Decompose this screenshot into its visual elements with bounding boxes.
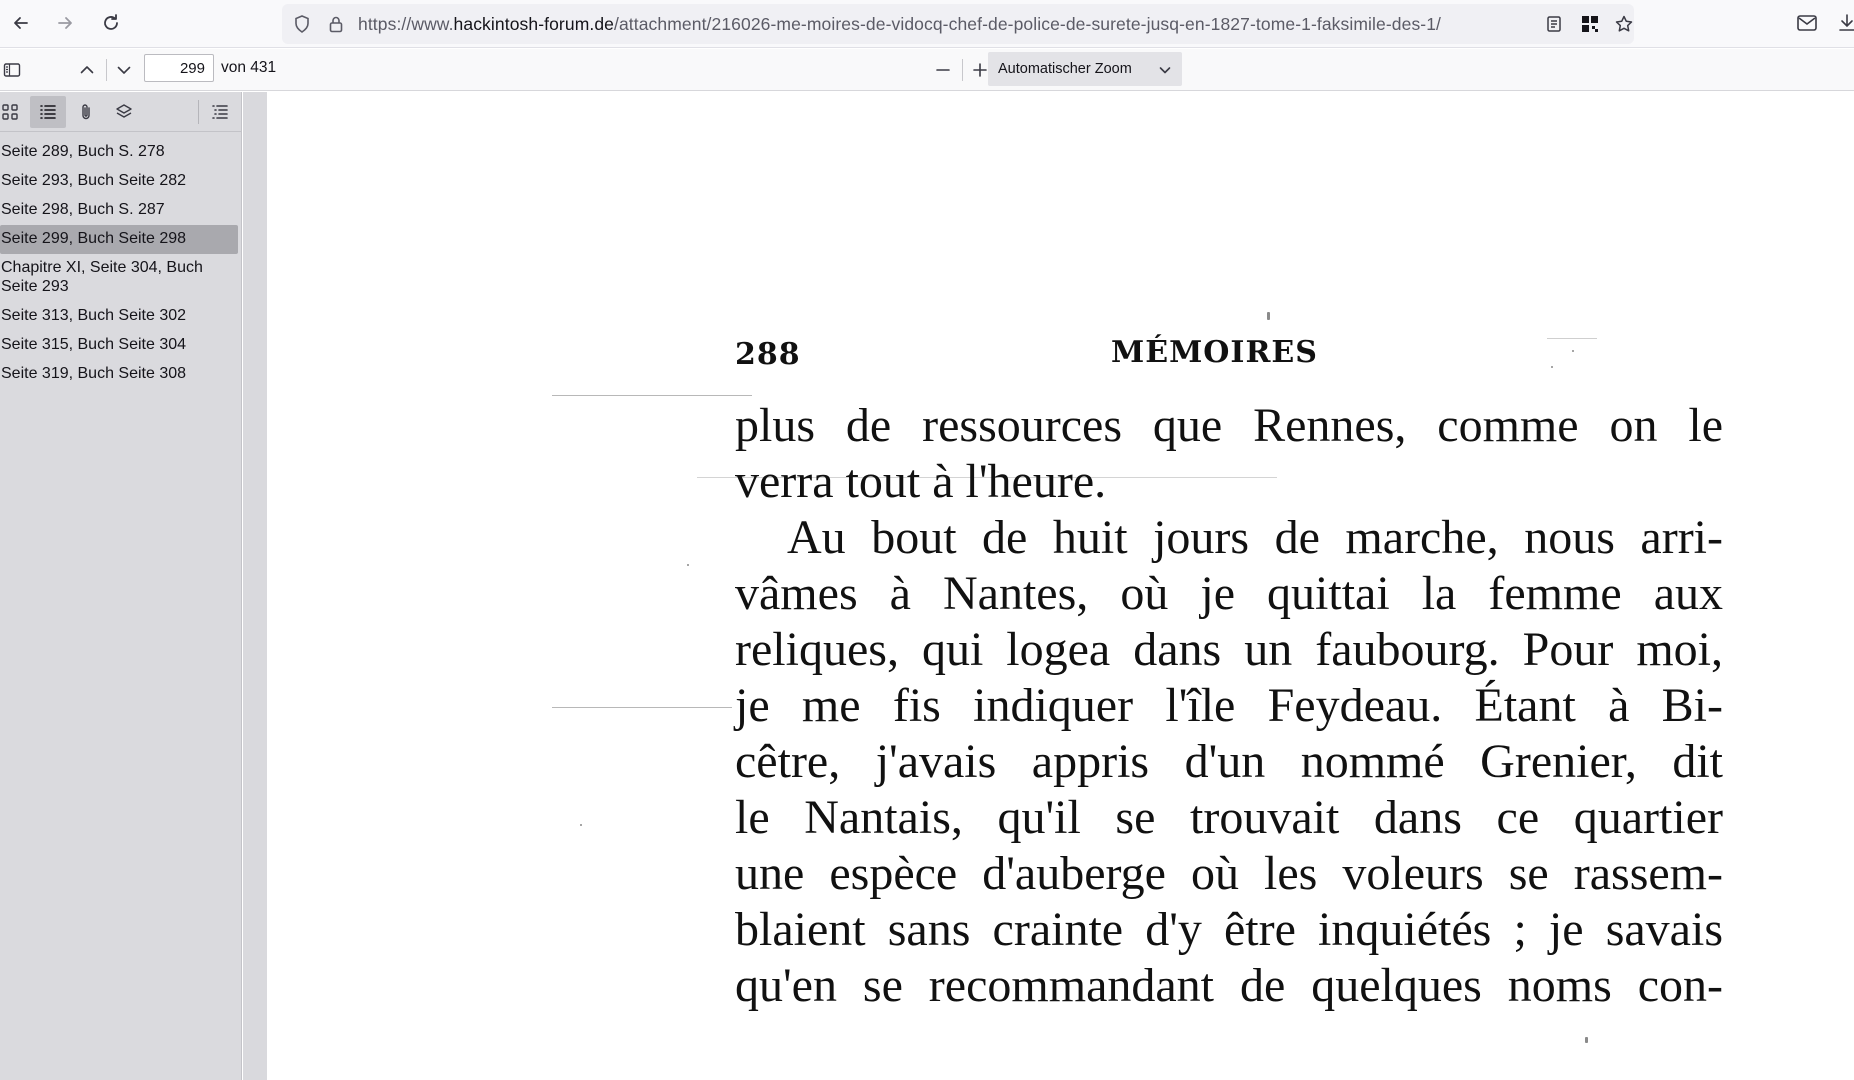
outline-list-icon bbox=[38, 102, 58, 122]
shield-icon[interactable] bbox=[292, 14, 312, 34]
scan-speck bbox=[1572, 350, 1574, 352]
attachments-tab[interactable] bbox=[68, 96, 104, 128]
paperclip-icon bbox=[76, 102, 96, 122]
text-line: Au bout de huit jours de marche, nous arri- bbox=[787, 511, 1723, 564]
zoom-out-button[interactable] bbox=[929, 57, 957, 83]
sidebar-toggle-button[interactable] bbox=[0, 57, 26, 83]
pdf-sidebar bbox=[0, 92, 242, 1080]
thumbnails-tab[interactable] bbox=[0, 96, 28, 128]
mail-icon[interactable] bbox=[1796, 12, 1818, 34]
previous-page-button[interactable] bbox=[73, 57, 101, 83]
toolbar-separator bbox=[962, 59, 963, 81]
text-line: une espèce d'auberge où les voleurs se rassem- bbox=[735, 847, 1723, 900]
browser-toolbar bbox=[0, 0, 1854, 48]
text-line: le Nantais, qu'il se trouvait dans ce quartier bbox=[735, 791, 1723, 844]
chevron-up-icon bbox=[78, 61, 96, 79]
text-line: je me fis indiquer l'île Feydeau. Étant à Bi- bbox=[735, 679, 1723, 732]
layers-icon bbox=[114, 102, 134, 122]
scan-artifact-line bbox=[552, 395, 752, 396]
chevron-down-icon bbox=[1158, 63, 1172, 77]
text-line: blaient sans crainte d'y être inquiétés ; je savais bbox=[735, 903, 1723, 956]
arrow-right-icon bbox=[55, 13, 75, 33]
outline-item[interactable]: Seite 298, Buch S. 287 bbox=[1, 201, 165, 218]
url-path: /attachment/216026-me-moires-de-vidocq-chef-de-police-de-surete-jusq-en-1827-tome-1-faksimile-des-1/ bbox=[614, 14, 1442, 34]
zoom-select-value: Automatischer Zoom bbox=[998, 61, 1132, 77]
scan-artifact-line bbox=[1547, 338, 1597, 339]
reload-icon bbox=[101, 13, 121, 33]
star-icon[interactable] bbox=[1614, 14, 1634, 34]
sidebar-resizer[interactable] bbox=[243, 92, 267, 1080]
outline-item[interactable]: Seite 315, Buch Seite 304 bbox=[1, 336, 187, 353]
url-prefix: https://www. bbox=[358, 14, 454, 34]
outline-tab[interactable] bbox=[30, 96, 66, 128]
text-line: cêtre, j'avais appris d'un nommé Grenier, dit bbox=[735, 735, 1723, 788]
arrow-left-icon bbox=[11, 13, 31, 33]
page-count-label: von 431 bbox=[221, 59, 277, 76]
outline-item[interactable]: Seite 289, Buch S. 278 bbox=[1, 143, 165, 160]
sidebar-tab-separator bbox=[198, 100, 199, 124]
scan-artifact-line bbox=[552, 707, 732, 708]
layers-tab[interactable] bbox=[106, 96, 142, 128]
back-button[interactable] bbox=[4, 6, 38, 40]
reload-button[interactable] bbox=[94, 6, 128, 40]
text-line: plus de ressources que Rennes, comme on le bbox=[735, 399, 1723, 452]
outline-item[interactable]: Chapitre XI, Seite 304, Buch Seite 293 bbox=[1, 259, 203, 295]
sidebar-view-tabs bbox=[0, 92, 242, 132]
scan-speck bbox=[1585, 1037, 1588, 1043]
chevron-down-icon bbox=[115, 61, 133, 79]
running-head: MÉMOIRES bbox=[1111, 335, 1318, 370]
download-icon[interactable] bbox=[1836, 12, 1854, 34]
toolbar-separator bbox=[106, 59, 107, 81]
lock-icon[interactable] bbox=[326, 14, 346, 34]
current-outline-item-button[interactable] bbox=[202, 96, 238, 128]
plus-icon bbox=[971, 61, 989, 79]
url-text[interactable] bbox=[358, 4, 1508, 44]
text-line: vâmes à Nantes, où je quittai la femme aux bbox=[735, 567, 1723, 620]
reader-view-icon[interactable] bbox=[1544, 14, 1564, 34]
qr-code-icon[interactable] bbox=[1580, 14, 1600, 34]
page-number-input[interactable] bbox=[144, 54, 214, 82]
outline-tree-icon bbox=[210, 102, 230, 122]
outline-item[interactable]: Seite 313, Buch Seite 302 bbox=[1, 307, 187, 324]
document-outline bbox=[0, 138, 240, 389]
text-line: verra tout à l'heure. bbox=[735, 455, 1107, 508]
printed-page-number: 288 bbox=[735, 337, 801, 372]
outline-item-selected[interactable]: Seite 299, Buch Seite 298 bbox=[0, 225, 238, 254]
url-bar[interactable] bbox=[282, 4, 1634, 44]
zoom-select[interactable] bbox=[988, 52, 1182, 86]
pdf-viewport[interactable] bbox=[267, 92, 1854, 1080]
text-line: qu'en se recommandant de quelques noms con- bbox=[735, 959, 1723, 1012]
sidebar-toggle-icon bbox=[3, 61, 21, 79]
scan-speck bbox=[687, 564, 689, 566]
thumbnails-grid-icon bbox=[0, 102, 20, 122]
outline-item[interactable]: Seite 319, Buch Seite 308 bbox=[1, 365, 187, 382]
url-domain: hackintosh-forum.de bbox=[453, 14, 614, 34]
pdf-toolbar bbox=[0, 49, 1854, 91]
outline-item[interactable]: Seite 293, Buch Seite 282 bbox=[1, 172, 187, 189]
text-line: reliques, qui logea dans un faubourg. Pour moi, bbox=[735, 623, 1723, 676]
next-page-button[interactable] bbox=[110, 57, 138, 83]
scan-speck bbox=[1267, 312, 1270, 320]
scan-speck bbox=[1551, 366, 1553, 368]
minus-icon bbox=[934, 61, 952, 79]
forward-button[interactable] bbox=[48, 6, 82, 40]
scan-speck bbox=[580, 824, 582, 826]
